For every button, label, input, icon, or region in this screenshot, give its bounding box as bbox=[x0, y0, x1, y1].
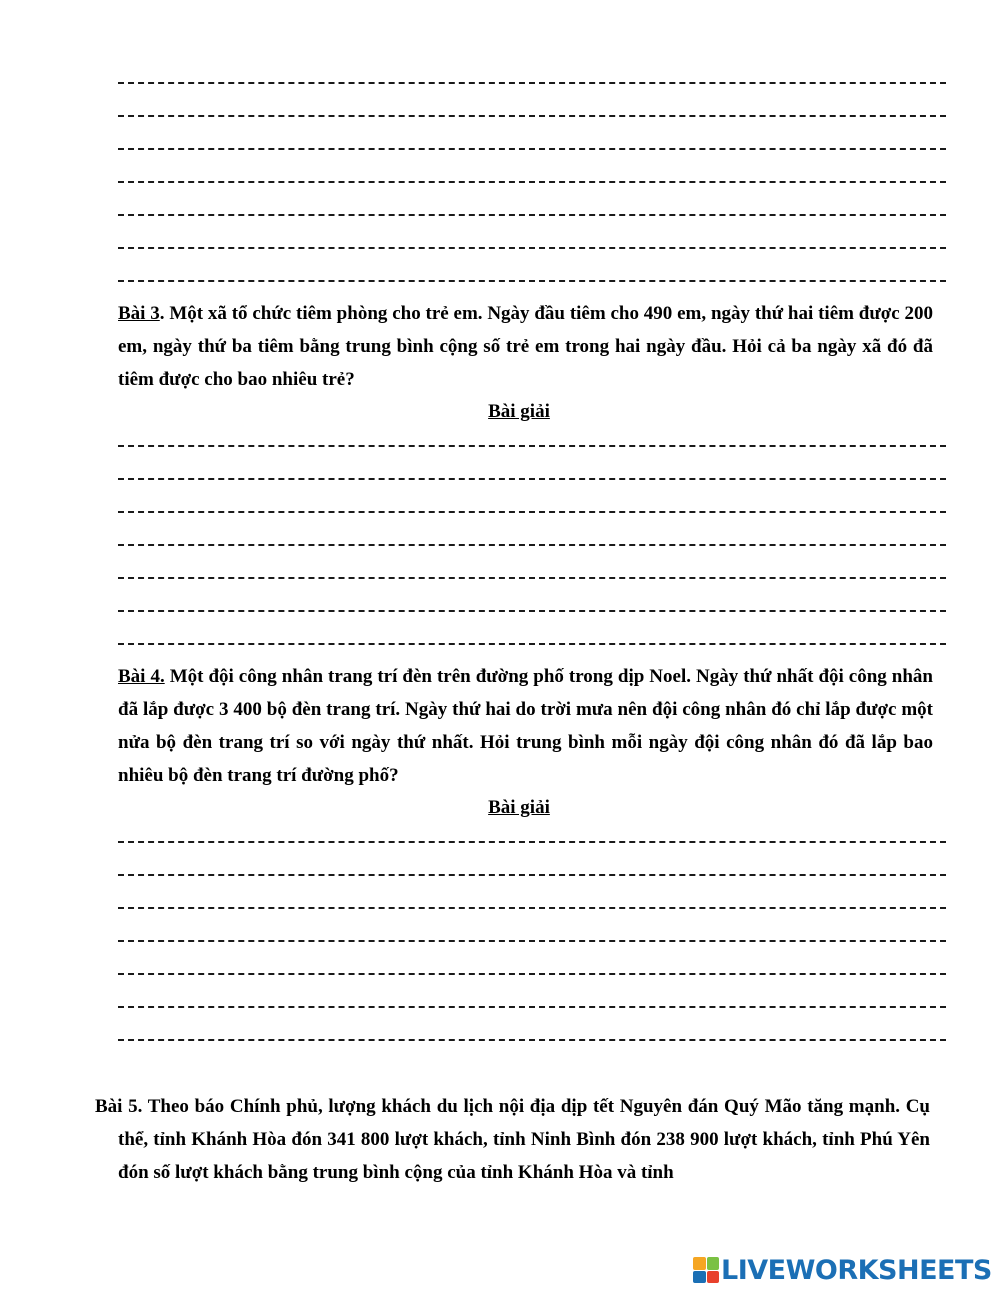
answer-line[interactable] bbox=[118, 1039, 946, 1041]
answer-line[interactable] bbox=[118, 82, 946, 84]
answer-line[interactable] bbox=[118, 478, 946, 480]
answer-line[interactable] bbox=[118, 115, 946, 117]
exercise-4-text bbox=[118, 660, 933, 792]
answer-line[interactable] bbox=[118, 940, 946, 942]
answer-line[interactable] bbox=[118, 1006, 946, 1008]
answer-line[interactable] bbox=[118, 973, 946, 975]
answer-line[interactable] bbox=[118, 610, 946, 612]
answer-line[interactable] bbox=[118, 544, 946, 546]
exercise-4-body: Một đội công nhân trang trí đèn trên đường phố trong dịp Noel. Ngày thứ nhất đội công nhân đã lắp được 3 400 bộ đèn trang trí. Ngày thứ hai do trời mưa nên đội công nhân đó chỉ lắp được một nửa bộ đèn trang trí so với ngày thứ nhất. Hỏi trung bình mỗi ngày đội công nhân đó đã lắp bao nhiêu bộ đèn trang trí đường phố? bbox=[118, 666, 933, 786]
answer-line[interactable] bbox=[118, 907, 946, 909]
answer-line[interactable] bbox=[118, 181, 946, 183]
answer-line[interactable] bbox=[118, 841, 946, 843]
answer-line[interactable] bbox=[118, 280, 946, 282]
answer-line[interactable] bbox=[118, 874, 946, 876]
logo-mark-icon bbox=[693, 1257, 719, 1283]
exercise-3-solution-heading: Bài giải bbox=[488, 401, 550, 422]
answer-line[interactable] bbox=[118, 148, 946, 150]
exercise-5-text: Bài 5. Theo báo Chính phủ, lượng khách du lịch nội địa dịp tết Nguyên đán Quý Mão tăng mạnh. Cụ thể, tỉnh Khánh Hòa đón 341 800 lượt khách, tỉnh Ninh Bình đón 238 900 lượt khách, tỉnh Phú Yên đón số lượt khách bằng trung bình cộng của tỉnh Khánh Hòa và tỉnh bbox=[95, 1096, 930, 1183]
liveworksheets-logo bbox=[693, 1254, 992, 1286]
answer-line[interactable] bbox=[118, 247, 946, 249]
exercise-3-label: Bài 3 bbox=[118, 303, 160, 324]
logo-text: LIVEWORKSHEETS bbox=[721, 1254, 992, 1286]
answer-line[interactable] bbox=[118, 643, 946, 645]
exercise-3-body: . Một xã tổ chức tiêm phòng cho trẻ em. Ngày đầu tiêm cho 490 em, ngày thứ hai tiêm được 200 em, ngày thứ ba tiêm bằng trung bình cộng số trẻ em trong hai ngày đầu. Hỏi cả ba ngày xã đó đã tiêm được cho bao nhiêu trẻ? bbox=[118, 303, 933, 390]
answer-line[interactable] bbox=[118, 511, 946, 513]
exercise-4-label: Bài 4. bbox=[118, 666, 165, 687]
exercise-4-solution-heading: Bài giải bbox=[488, 797, 550, 818]
answer-line[interactable] bbox=[118, 214, 946, 216]
answer-line[interactable] bbox=[118, 577, 946, 579]
exercise-3-text bbox=[118, 297, 933, 396]
answer-line[interactable] bbox=[118, 445, 946, 447]
